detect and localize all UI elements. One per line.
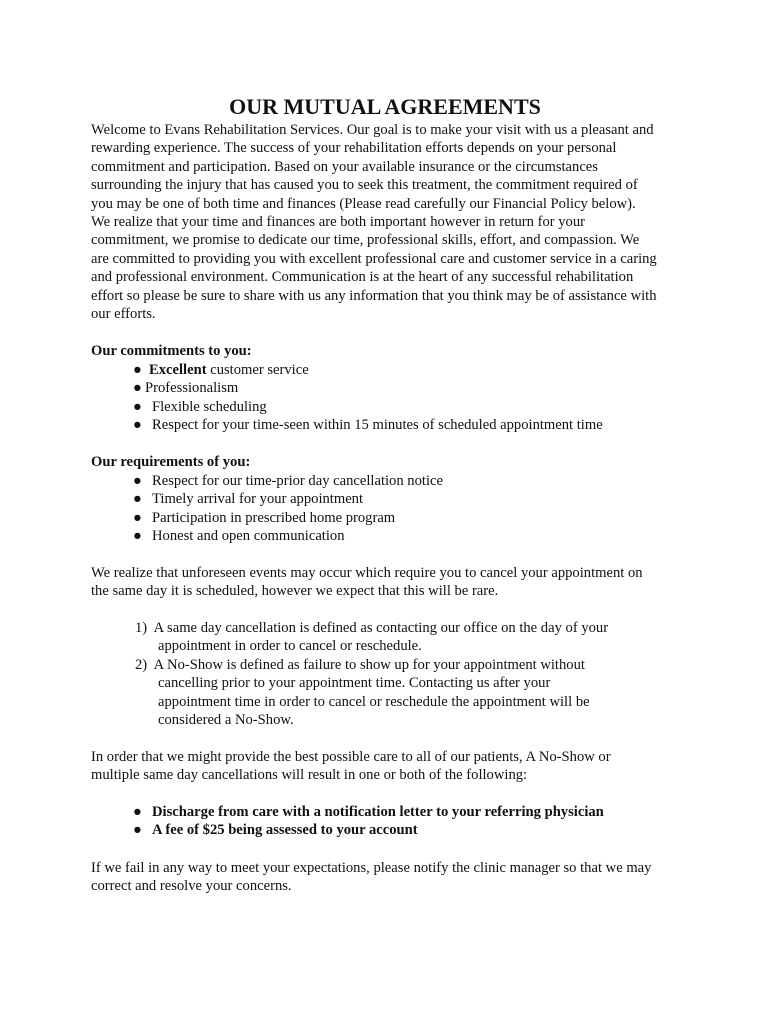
intro-line: are committed to providing you with excellent professional care and customer service in a caring: [91, 250, 657, 267]
definition-line: appointment time in order to cancel or reschedule the appointment will be: [158, 693, 590, 710]
bullet-icon: ●: [133, 398, 142, 415]
intro-line: We realize that your time and finances are both important however in return for your: [91, 214, 586, 231]
list-item-text: Timely arrival for your appointment: [152, 491, 364, 508]
intro-line: and professional environment. Communication is at the heart of any successful rehabilitation: [91, 269, 634, 286]
list-item-text: Flexible scheduling: [152, 398, 267, 415]
bullet-icon: ●: [133, 822, 142, 839]
list-item-text: Participation in prescribed home program: [152, 509, 396, 526]
bullet-icon: ●: [133, 509, 142, 526]
closing-paragraph: [91, 859, 691, 896]
intro-line: surrounding the injury that has caused you to seek this treatment, the commitment required of: [91, 177, 638, 194]
definition-line: cancelling prior to your appointment time. Contacting us after your: [158, 675, 551, 692]
commitments-heading: Our commitments to you:: [91, 343, 252, 359]
list-item: [133, 472, 443, 490]
definitions-list: [135, 619, 608, 729]
consequence-paragraph: [91, 748, 691, 785]
list-item-text: Professionalism: [145, 380, 239, 397]
paragraph-line: We realize that unforeseen events may occur which require you to cancel your appointment on: [91, 565, 643, 581]
intro-line: you may be one of both time and finances (Please read carefully our Financial Policy below).: [91, 195, 636, 212]
paragraph-line: multiple same day cancellations will result in one or both of the following:: [91, 767, 528, 784]
bullet-icon: ●: [133, 491, 142, 508]
list-item: [133, 361, 603, 379]
bullet-icon: ●: [133, 362, 142, 378]
definition-line: appointment in order to cancel or reschedule.: [158, 638, 422, 655]
bullet-icon: ●: [133, 804, 142, 820]
paragraph-line: In order that we might provide the best possible care to all of our patients, A No-Show or: [91, 749, 611, 765]
definition-line: considered a No-Show.: [158, 712, 294, 729]
definition-item: [135, 656, 608, 674]
intro-line: rewarding experience. The success of your rehabilitation efforts depends on your personal: [91, 140, 617, 157]
intro-line: commitment, we promise to dedicate our time, professional skills, effort, and compassion. We: [91, 232, 640, 249]
list-item: [133, 379, 603, 397]
definition-line: A same day cancellation is defined as contacting our office on the day of your: [153, 620, 609, 636]
unforeseen-paragraph: [91, 564, 691, 601]
paragraph-line: the same day it is scheduled, however we expect that this will be rare.: [91, 583, 499, 600]
list-item: [133, 803, 604, 821]
intro-line: Welcome to Evans Rehabilitation Services. Our goal is to make your visit with us a pleasant and: [91, 122, 654, 138]
list-item-text: Discharge from care with a notification letter to your referring physician: [152, 804, 604, 820]
list-item-emphasis: Excellent: [149, 362, 207, 378]
list-item: [133, 821, 604, 839]
list-item-text: Honest and open communication: [152, 528, 345, 545]
bullet-icon: ●: [133, 528, 142, 545]
requirements-list: [133, 472, 443, 546]
list-item-text: Respect for our time-prior day cancellation notice: [152, 473, 443, 489]
consequences-list: [133, 803, 604, 840]
list-item: [133, 509, 443, 527]
list-item-text: A fee of $25 being assessed to your account: [152, 822, 418, 839]
bullet-icon: ●: [133, 473, 142, 489]
paragraph-line: correct and resolve your concerns.: [91, 878, 292, 895]
definition-item: [135, 619, 608, 637]
requirements-heading: Our requirements of you:: [91, 454, 251, 470]
intro-line: our efforts.: [91, 306, 156, 323]
commitments-list: [133, 361, 603, 435]
bullet-icon: ●: [133, 380, 142, 397]
list-item: [133, 416, 603, 434]
list-item: [133, 527, 443, 545]
page-title: OUR MUTUAL AGREEMENTS: [229, 94, 541, 119]
list-item-text: Respect for your time-seen within 15 minutes of scheduled appointment time: [152, 417, 603, 434]
definition-line: A No-Show is defined as failure to show up for your appointment without: [153, 656, 585, 673]
definition-number: 2): [135, 656, 148, 673]
list-item-text: customer service: [206, 362, 309, 378]
definition-number: 1): [135, 620, 148, 636]
paragraph-line: If we fail in any way to meet your expectations, please notify the clinic manager so that we may: [91, 860, 652, 876]
list-item: [133, 398, 603, 416]
intro-line: effort so please be sure to share with us any information that you think may be of assistance with: [91, 287, 657, 304]
intro-line: commitment and participation. Based on your available insurance or the circumstances: [91, 158, 598, 175]
intro-paragraph: [91, 121, 691, 323]
bullet-icon: ●: [133, 417, 142, 434]
list-item: [133, 490, 443, 508]
